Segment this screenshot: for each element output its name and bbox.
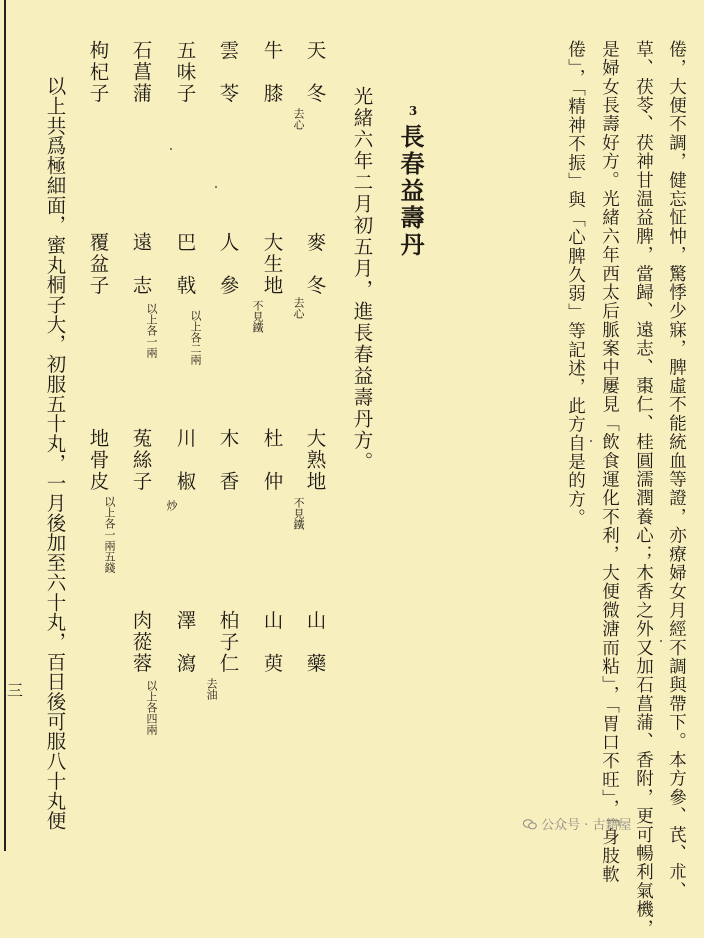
note-dashudi: 不見鐵 <box>292 497 305 530</box>
herb-dashudi: 大熟地 <box>303 428 327 493</box>
herb-renshen: 人 參 <box>216 232 240 297</box>
section-number: 3 <box>406 104 420 118</box>
paper-speck <box>660 640 662 642</box>
herb-shanyao: 山 藥 <box>303 610 327 675</box>
herb-baiziren: 柏子仁 <box>216 610 240 675</box>
wechat-icon <box>523 819 537 830</box>
note-baiziren: 去油 <box>205 678 218 700</box>
herb-fupenzi: 覆盆子 <box>86 232 110 297</box>
note-dashengdi: 不見鐵 <box>251 300 264 333</box>
herb-wuweizi: 五味子 <box>173 40 197 105</box>
paper-speck <box>170 148 172 150</box>
note-roucongrong: 以上各四兩 <box>145 680 158 735</box>
herb-chuanjiao: 川 椒 <box>173 428 197 493</box>
intro-column-3: 是婦女長壽好方。光緒六年西太后脈案中屢見「飲食運化不利，大便微溏而粘」，「胃口不旺」，「身肢軟 <box>599 40 620 884</box>
watermark-text: 公众号 · 古籍屋 <box>541 818 632 833</box>
closing-line: 以上共爲極細面，蜜丸桐子大，初服五十丸，一月後加至六十丸，百日後可服八十丸便 <box>43 76 67 831</box>
paper-speck <box>215 186 217 188</box>
herb-gouqizi: 枸杞子 <box>86 40 110 105</box>
note-maidong: 去心 <box>292 297 305 319</box>
herb-muxiang: 木 香 <box>216 428 240 493</box>
herb-tiandong: 天 冬 <box>303 40 327 105</box>
herb-digupi: 地骨皮 <box>86 428 110 493</box>
herb-zexie: 澤 瀉 <box>173 610 197 675</box>
intro-column-4: 倦」，「精神不振」與「心脾久弱」等記述，此方自是的方。 <box>565 40 586 528</box>
herb-roucongrong: 肉蓯蓉 <box>129 610 153 675</box>
note-baji: 以上各二兩 <box>189 310 202 365</box>
note-digupi: 以上各一兩五錢 <box>103 496 116 573</box>
herb-shichangpu: 石菖蒲 <box>129 40 153 105</box>
herb-maidong: 麥 冬 <box>303 232 327 297</box>
date-line: 光緒六年二月初五月，進長春益壽丹方。 <box>350 86 374 473</box>
herb-baji: 巴 戟 <box>173 232 197 297</box>
intro-column-2: 草、茯苓、茯神甘温益脾，當歸、遠志、棗仁、桂圓濡潤養心；木香之外又加石菖蒲、香附，更可暢利氣機， <box>633 40 654 938</box>
herb-yunling: 雲 苓 <box>216 40 240 105</box>
watermark <box>523 814 632 833</box>
intro-column-1: 倦，大便不調，健忘怔忡，驚悸少寐，脾虛不能統血等證，亦療婦女月經不調與帶下。本方參、芪、朮、 <box>666 40 687 901</box>
herb-duzhong: 杜 仲 <box>260 428 284 493</box>
note-tiandong: 去心 <box>292 108 305 130</box>
herb-niuxi: 牛 膝 <box>260 40 284 105</box>
note-chuanjiao: 炒 <box>165 500 178 511</box>
paper-speck <box>590 440 592 442</box>
note-yuanzhi: 以上各一兩 <box>145 303 158 358</box>
page-edge-line <box>4 0 6 851</box>
page-number: 三 <box>7 681 24 700</box>
herb-tusizi: 菟絲子 <box>129 428 153 493</box>
herb-dashengdi: 大生地 <box>260 232 284 297</box>
section-title: 長春益壽丹 <box>396 124 425 259</box>
herb-shanyu: 山 萸 <box>260 610 284 675</box>
herb-yuanzhi: 遠 志 <box>129 232 153 297</box>
